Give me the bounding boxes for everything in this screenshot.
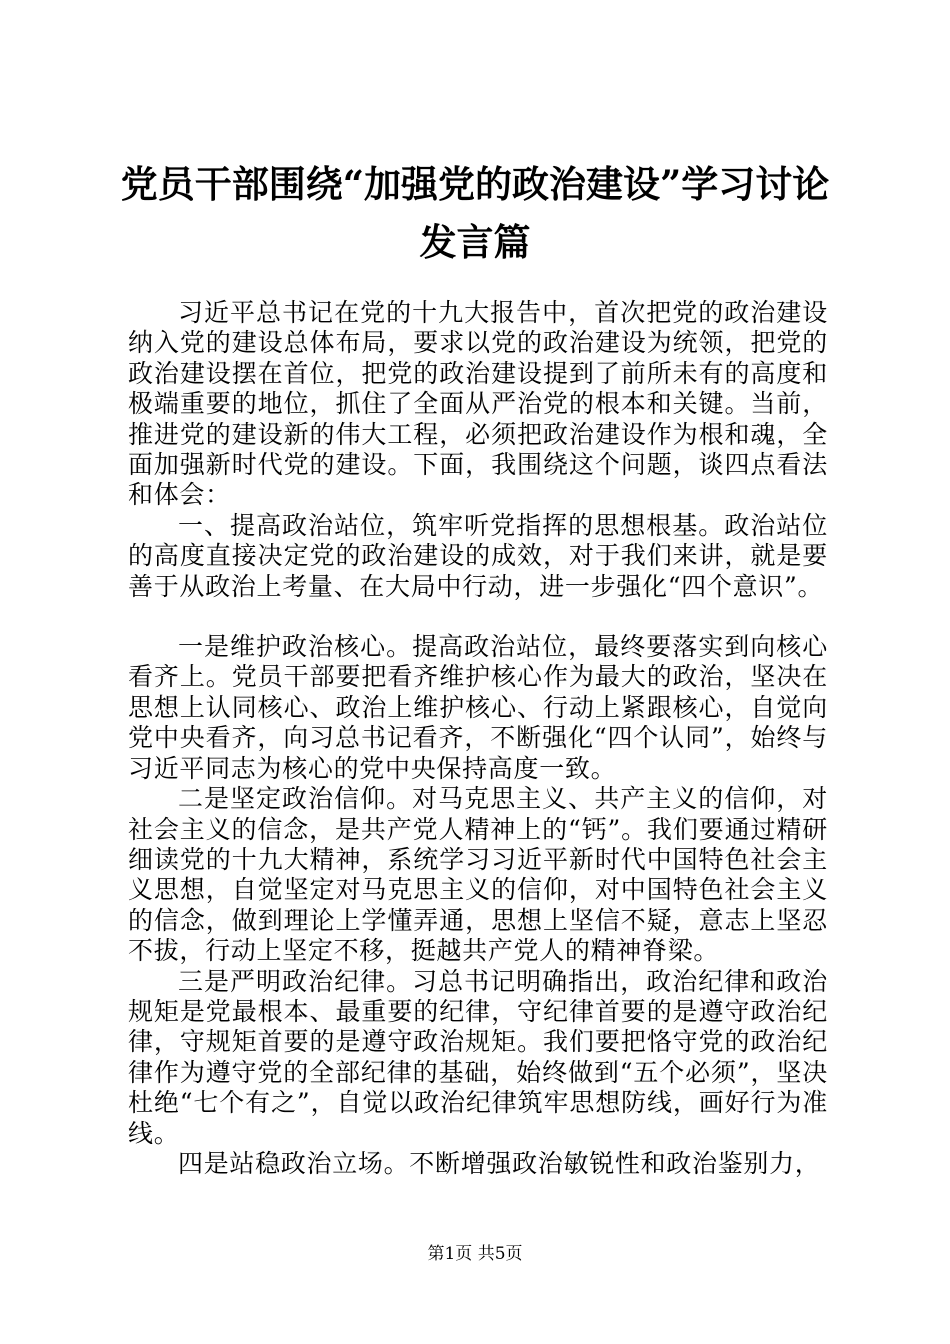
paragraph-point-2: 二是坚定政治信仰。对马克思主义、共产主义的信仰，对社会主义的信念，是共产党人精神上的“钙”。我们要通过精研细读党的十九大精神，系统学习习近平新时代中国特色社会主义思想，自觉坚定对马克思主义的信仰，对中国特色社会主义的信念，做到理论上学懂弄通，思想上坚信不疑，意志上坚忍不拔，行动上坚定不移，挺越共产党人的精神脊梁。: [128, 784, 828, 966]
paragraph-point-3: 三是严明政治纪律。习总书记明确指出，政治纪律和政治规矩是党最根本、最重要的纪律，守纪律首要的是遵守政治纪律，守规矩首要的是遵守政治规矩。我们要把恪守党的政治纪律作为遵守党的全部纪律的基础，始终做到“五个必须”，坚决杜绝“七个有之”，自觉以政治纪律筑牢思想防线，画好行为准线。: [128, 966, 828, 1148]
paragraph-point-1: 一是维护政治核心。提高政治站位，最终要落实到向核心看齐上。党员干部要把看齐维护核心作为最大的政治，坚决在思想上认同核心、政治上维护核心、行动上紧跟核心，自觉向党中央看齐，向习总书记看齐，不断强化“四个认同”，始终与习近平同志为核心的党中央保持高度一致。: [128, 632, 828, 783]
document-title-line-2: 发言篇: [419, 220, 531, 264]
paragraph-section-1: 一、提高政治站位，筑牢听党指挥的思想根基。政治站位的高度直接决定党的政治建设的成效，对于我们来讲，就是要善于从政治上考量、在大局中行动，进一步强化“四个意识”。: [128, 510, 828, 601]
paragraph-point-4: 四是站稳政治立场。不断增强政治敏锐性和政治鉴别力，: [178, 1148, 821, 1178]
document-body: [128, 298, 828, 1179]
document-title-line-1: 党员干部围绕“加强党的政治建设”学习讨论: [120, 162, 830, 206]
page-number-footer: 第1页 共5页: [427, 1244, 523, 1264]
paragraph-intro: 习近平总书记在党的十九大报告中，首次把党的政治建设纳入党的建设总体布局，要求以党的政治建设为统领，把党的政治建设摆在首位，把党的政治建设提到了前所未有的高度和极端重要的地位，抓住了全面从严治党的根本和关键。当前，推进党的建设新的伟大工程，必须把政治建设作为根和魂，全面加强新时代党的建设。下面，我围绕这个问题，谈四点看法和体会：: [128, 298, 828, 510]
